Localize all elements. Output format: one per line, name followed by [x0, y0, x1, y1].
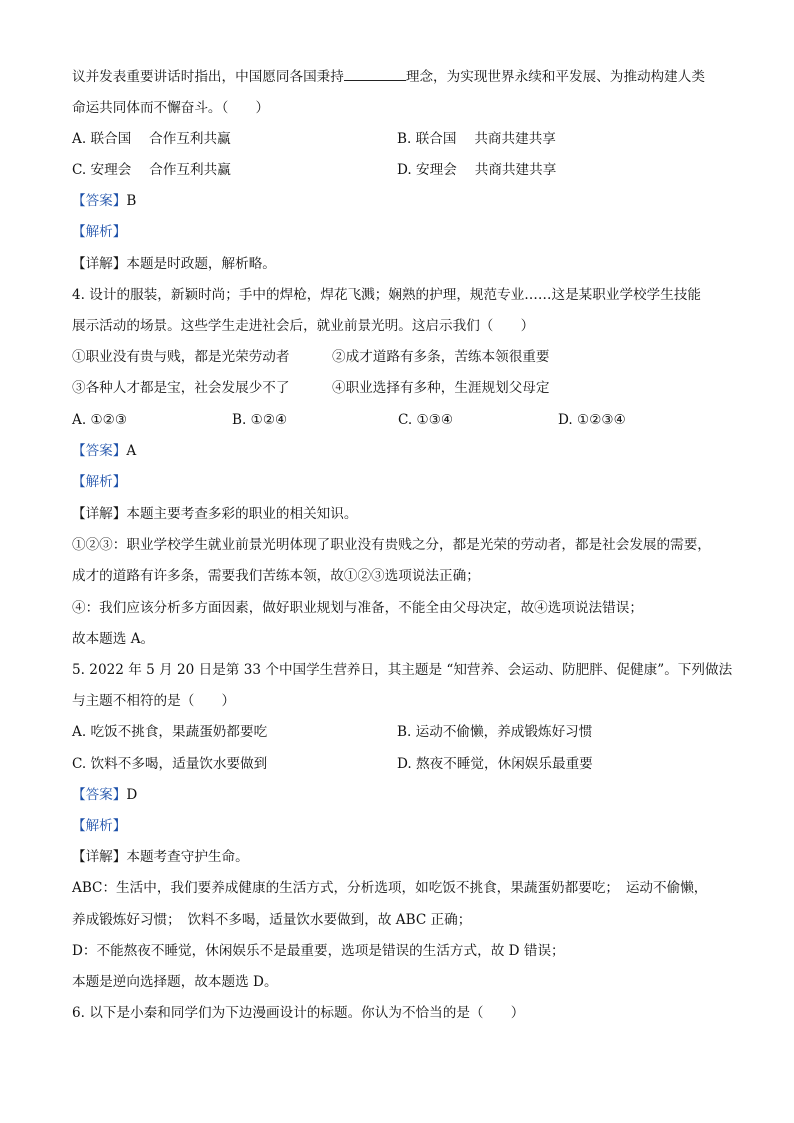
- q4-option-d: D. ①②③④: [558, 412, 626, 428]
- q4-answer: [72, 441, 136, 461]
- q3-stem-part-a: 议并发表重要讲话时指出，中国愿同各国秉持: [72, 69, 344, 85]
- detail-tag: 【详解】: [72, 256, 127, 272]
- q5-answer: [72, 785, 137, 805]
- q5-explanation-1: ABC：生活中，我们要养成健康的生活方式，分析选项，如吃饭不挑食，果蔬蛋奶都要吃； 运动不偷懒，: [72, 880, 708, 896]
- q5-stem-line-1: 5. 2022 年 5 月 20 日是第 33 个中国学生营养日，其主题是 “知营养、会运动、防肥胖、促健康”。下列做法: [72, 662, 733, 678]
- q5-option-a: A. 吃饭不挑食，果蔬蛋奶都要吃: [72, 724, 268, 740]
- q4-stem-line-1: 4. 设计的服装，新颖时尚；手中的焊枪，焊花飞溅；娴熟的护理，规范专业……这是某职业学校学生技能: [72, 287, 702, 303]
- detail-text: 本题是时政题，解析略。: [126, 256, 276, 272]
- q4-option-b: B. ①②④: [232, 412, 288, 428]
- detail-tag: 【详解】: [72, 849, 127, 865]
- q4-statement-3: ③各种人才都是宝，社会发展少不了: [72, 380, 290, 396]
- q3-stem-part-b: 理念，为实现世界永续和平发展、为推动构建人类: [405, 69, 705, 85]
- q5-stem-line-2: 与主题不相符的是（ ）: [72, 693, 236, 709]
- q4-statement-1: ①职业没有贵与贱，都是光荣劳动者: [72, 349, 290, 365]
- q5-analysis-tag: 【解析】: [72, 818, 127, 834]
- fill-in-blank: [344, 66, 406, 81]
- q5-explanation-3: D：不能熬夜不睡觉，休闲娱乐不是最重要，选项是错误的生活方式，故 D 错误；: [72, 943, 565, 959]
- q5-option-b: B. 运动不偷懒，养成锻炼好习惯: [397, 724, 593, 740]
- q3-option-b: B. 联合国 共商共建共享: [397, 131, 556, 147]
- q4-explanation-1: ①②③：职业学校学生就业前景光明体现了职业没有贵贱之分，都是光荣的劳动者，都是社会发展的需要，: [72, 537, 711, 553]
- q5-option-c: C. 饮料不多喝，适量饮水要做到: [72, 756, 268, 772]
- q3-stem-line-1: [72, 66, 705, 87]
- q3-stem-line-2: 命运共同体而不懈奋斗。（ ）: [72, 100, 270, 116]
- q4-statement-2: ②成才道路有多条，苦练本领很重要: [332, 349, 550, 365]
- q4-analysis-tag: 【解析】: [72, 474, 127, 490]
- q5-option-d: D. 熬夜不睡觉，休闲娱乐最重要: [397, 756, 593, 772]
- q4-statement-4: ④职业选择有多种，生涯规划父母定: [332, 380, 550, 396]
- q4-explanation-3: ④：我们应该分析多方面因素，做好职业规划与准备，不能全由父母决定，故④选项说法错误；: [72, 600, 643, 616]
- q3-analysis-tag: 【解析】: [72, 224, 127, 240]
- q4-stem-line-2: 展示活动的场景。这些学生走进社会后，就业前景光明。这启示我们（ ）: [72, 318, 535, 334]
- answer-value: D: [126, 787, 138, 803]
- q5-conclusion: 本题是逆向选择题，故本题选 D。: [72, 974, 278, 990]
- answer-value: A: [126, 443, 137, 459]
- answer-value: B: [126, 193, 137, 209]
- q5-detail: [72, 847, 249, 867]
- q4-detail: [72, 504, 357, 524]
- answer-tag: 【答案】: [72, 443, 127, 459]
- detail-text: 本题考查守护生命。: [126, 849, 249, 865]
- q3-option-a: A. 联合国 合作互利共赢: [72, 131, 231, 147]
- answer-tag: 【答案】: [72, 193, 127, 209]
- q4-option-c: C. ①③④: [398, 412, 454, 428]
- q3-option-c: C. 安理会 合作互利共赢: [72, 162, 231, 178]
- q6-stem-line-1: 6. 以下是小秦和同学们为下边漫画设计的标题。你认为不恰当的是（ ）: [72, 1005, 525, 1021]
- q5-explanation-2: 养成锻炼好习惯； 饮料不多喝，适量饮水要做到，故 ABC 正确；: [72, 912, 472, 928]
- detail-tag: 【详解】: [72, 506, 127, 522]
- q4-conclusion: 故本题选 A。: [72, 631, 155, 647]
- q4-option-a: A. ①②③: [72, 412, 128, 428]
- detail-text: 本题主要考查多彩的职业的相关知识。: [126, 506, 358, 522]
- q3-detail: [72, 254, 276, 274]
- q3-option-d: D. 安理会 共商共建共享: [397, 162, 557, 178]
- q3-answer: [72, 191, 136, 211]
- q4-explanation-2: 成才的道路有许多条，需要我们苦练本领，故①②③选项说法正确；: [72, 568, 480, 584]
- answer-tag: 【答案】: [72, 787, 127, 803]
